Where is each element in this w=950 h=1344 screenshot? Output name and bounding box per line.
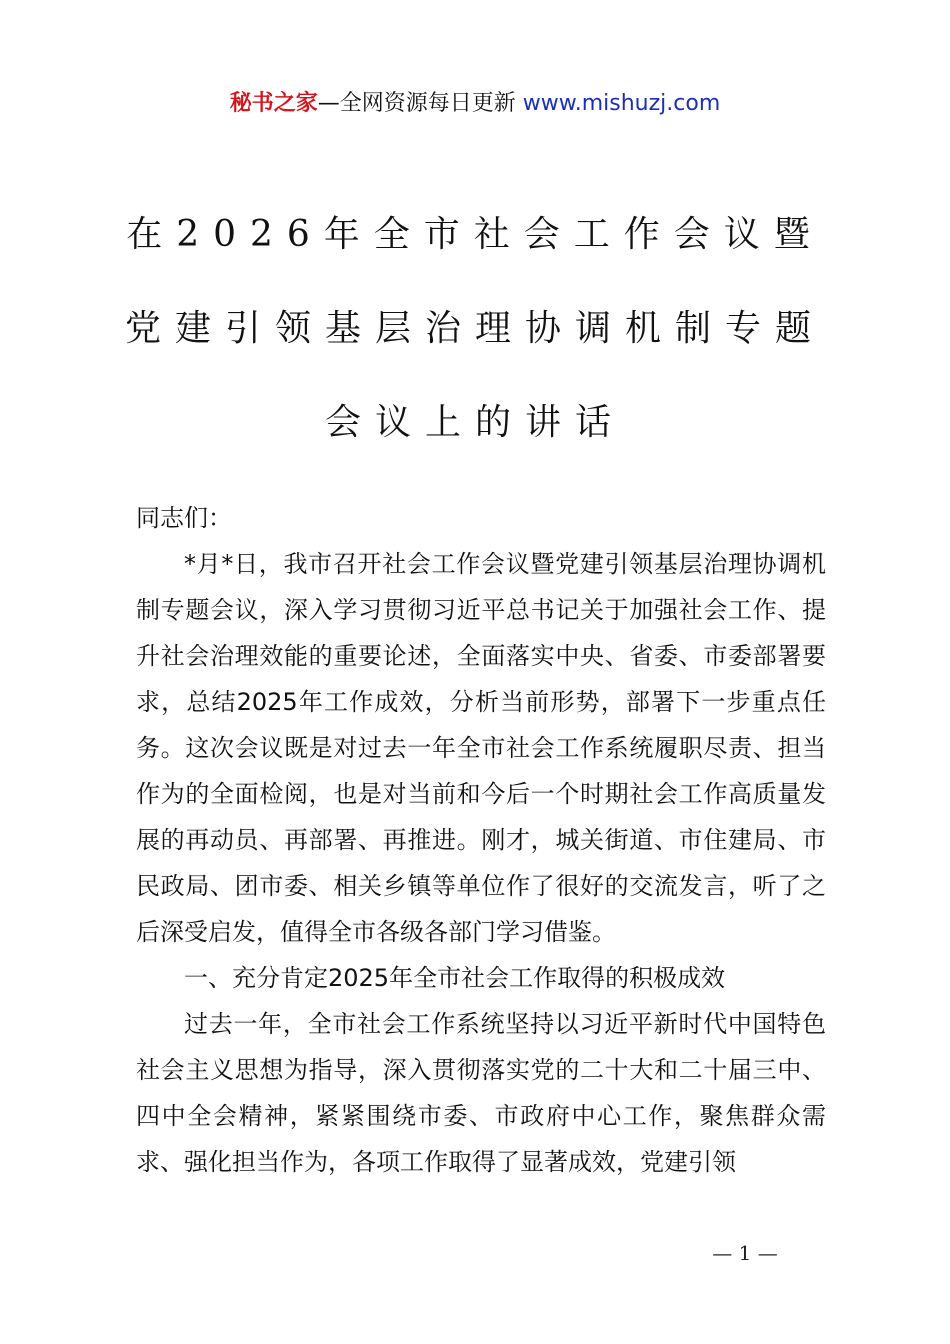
site-url-link[interactable]: www.mishuzj.com	[522, 91, 721, 116]
section-paragraph: 过去一年，全市社会工作系统坚持以习近平新时代中国特色社会主义思想为指导，深入贯彻落实党的二十大和二十届三中、四中全会精神，紧紧围绕市委、市政府中心工作，聚焦群众需求、强化担当作为，各项工作取得了显著成效，党建引领	[136, 1010, 826, 1176]
header-tagline: —全网资源每日更新	[317, 91, 516, 116]
document-title: 在2026年全市社会工作会议暨党建引领基层治理协调机制专题会议上的讲话	[124, 214, 825, 443]
page-number: — 1 —	[712, 1241, 778, 1265]
site-header	[0, 88, 950, 120]
salutation: 同志们：	[136, 504, 232, 532]
opening-paragraph: *月*日，我市召开社会工作会议暨党建引领基层治理协调机制专题会议，深入学习贯彻习近平总书记关于加强社会工作、提升社会治理效能的重要论述，全面落实中央、省委、市委部署要求，总结2025年工作成效，分析当前形势，部署下一步重点任务。这次会议既是对过去一年全市社会工作系统履职尽责、担当作为的全面检阅，也是对当前和今后一个时期社会工作高质量发展的再动员、再部署、再推进。刚才，城关街道、市住建局、市民政局、团市委、相关乡镇等单位作了很好的交流发言，听了之后深受启发，值得全市各级各部门学习借鉴。	[136, 550, 826, 946]
brand-name: 秘书之家	[229, 91, 318, 116]
section-heading: 一、充分肯定2025年全市社会工作取得的积极成效	[184, 964, 726, 992]
document-body	[136, 495, 826, 1185]
